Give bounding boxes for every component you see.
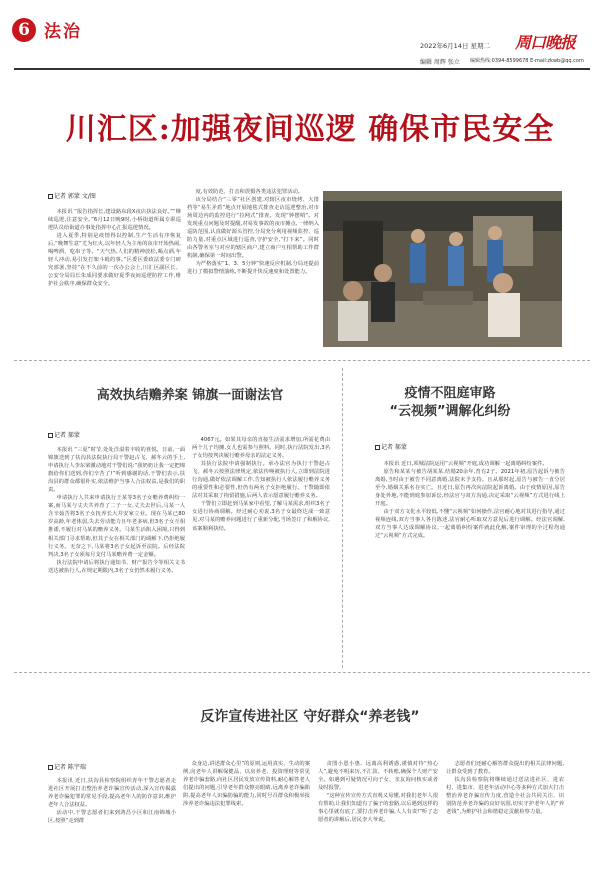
byline [375,444,407,452]
byline [48,193,96,201]
page-header [0,0,600,66]
story-headline: 疫情不阻庭审路 [404,386,496,401]
paragraph: 干警们立即赶到马某家中看望,了解马某需求,组织3名子女进行协商调解。经过耐心劝说,3名子女最终达成一致意见,对马某的赡养问题进行了重新分配,当场签订了和解协议,该案顺利执结。 [192,501,330,532]
paragraph: 扶沟县检察院将继续通过送法进社区、进农村、进集市、进老年活动中心等多种方式加大打击整治养老诈骗宣传力度,营造全社会共同关注、识别防范养老诈骗的良好氛围,切实守护老年人的“养老钱”,为维护社会和谐稳定贡献检察力量。 [446,777,564,816]
paragraph: 志愿者们还耐心解答群众提出的相关法律问题,让群众受到了教育。 [446,761,564,776]
paragraph: 度,有效防范、打击和震慑各类违法犯罪活动。 [195,189,304,195]
byline-marker-icon [48,433,53,438]
byline-text: 记者 郭蒙 文/图 [54,193,96,200]
byline-text: 记者 郝蒙 [54,432,80,439]
article-column [318,760,438,870]
page-number: 6 [18,20,30,40]
main-headline: 川汇区:加强夜间巡逻 确保市民安全 [65,112,555,147]
paragraph: 本报讯 “三夏”时节,处处洋溢着丰收的喜悦。日前,一面锦旗送到了扶沟县法院执行局干警赵占飞、郝冬云的手上,申请执行人李东梁激动地对干警们说:“我奶奶让我一定把锦旗给你们送到,你们辛苦了!”听到感谢的话,干警们表示,扶沟县的群众都很朴实,依法维护当事人合法权益,是我们的职责。 [48,447,185,494]
article-column [48,446,185,664]
article-column [187,188,319,352]
byline-marker-icon [48,765,53,770]
article-column [192,436,330,664]
byline-text: 记者 陈宇瑞 [54,764,86,771]
paragraph: 贪图小恩小惠、远离高利诱惑,谨慎对待“热心人”,避免不明来历,不汇款、不转账,确保个人财产安全。如遇到可疑情况可向子女、亲友询问核实或者及时报警。 [318,761,438,792]
paragraph: 众身边,讲述群众心里”的原则,运用真实、生动的案例,向老年人讲解保健品、以房养老、投资理财等常见养老诈骗套路,向社区居民发放宣传资料,耐心解答老人们提出的问题,引导老年群众擦亮眼睛,远离养老诈骗陷阱,提高老年人识骗防骗的能力,同时号召群众积极举报涉养老诈骗违法犯罪线索。 [183,761,310,808]
paragraph: 进入夏季,特别是疫情得以控制,生产生活有序恢复后,“晚舞生意”尤为红火,以年轻人为主角的夜市开始热闹,喝啤酒、吃串子等。“天气热,人们的精神放松,喝点酒,年轻人冲动,易引发打架斗殴的事。”区委区委政法委专门研究部署,坚持“在不久前的一次办公会上,川汇区副区长、公安分局局长朱成同要求做好夏季夜间巡逻防控工作,维护社会秩序,确保群众安全。 [48,233,181,288]
contact-line: 编辑热线:0394-8599678 E-mail:zkwb@qq.com [470,58,584,64]
paragraph: 由于双方文化水平较低,不懂“云视频”如何操作,法官耐心地对其进行指导,通过视频连线,双方当事人各自陈述,法官耐心听取双方意见后进行调解。经法官调解,双方当事人达成调解协议,一起离婚纠纷案件就此化解,案件审理的全过程均通过“云视频”方式完成。 [375,509,565,540]
paragraph: 为严格落实“1、3、5分钟”快速反应机制,分局还提前进行了模拟警情演练,不断提升快反速度和处置能力。 [187,261,319,276]
paragraph: 其执行法院申请强制执行。承办法官为执行干警赵占飞、郝冬云按照法律规定,依法传唤被执行人,立即到法院进行沟通,做好依法调解工作,告知被执行人依法履行赡养义务的重要性和必要性,但仍有两名子女拒绝履行。干警随即依法对其采取了拘留措施,后两人表示愿意履行赡养义务。 [192,461,330,500]
paragraph: 4067元。如果其母亲的直接生活需求增加,所需花费由两个儿子均摊,女儿也需参与照料。同时,执行法院发出,3名子女均按判决履行赡养母亲的法定义务。 [192,437,330,460]
story-headline: 反诈宣传进社区 守好群众“养老钱” [200,709,420,725]
byline-text: 记者 郝蒙 [381,444,407,451]
paragraph: “这种宣传宣传方式直观又易懂,对我们老年人很有帮助,让我们知道有了骗子的套路,以后遇到这样的事心里就有底了,要打击养老诈骗,人人有责!”听了志愿者的讲解后,居民李大爷说。 [318,793,438,824]
byline-marker-icon [48,194,53,199]
photo-illustration [323,191,562,347]
paragraph: 本报讯 “报告指挥长,建设路东段X夜店执法良好。”“继续巡逻,注意安全。”6月12日晚9时,小桥街道所属专职巡逻队员给街道办事处指挥中心汇报巡逻情况。 [48,209,181,232]
paragraph: 活动中,干警志愿者们来到鸿昌小区和江南锦城小区,按照“走到群 [48,810,176,825]
byline-marker-icon [375,445,380,450]
article-column [48,777,176,869]
paragraph: 执行法院申请后将执行通知书、财产报告令等相关文书送达被执行人,在规定期限内,3名子女仍然未履行义务。 [48,559,185,574]
story-headline: 高效执结赡养案 锦旗一面谢法官 [96,388,284,403]
paragraph: 原告和某某与被告胡某某,结婚20余年,育有2子。2021年初,原告起诉与被告离婚,当时由于被告不同意离婚,法院未予支持。且从那时起,原告与被告一直分居至今,婚姻关系名存实亡。且近日,原告再次向法院起诉离婚。由于疫情原因,原告身处外地,不能到庭参加诉讼,经法官与双方沟通,决定采取“云视频”方式进行线上开庭。 [375,469,565,508]
section-name: 法治 [44,22,82,42]
news-photo [323,191,562,347]
header-rule [14,68,590,70]
byline [48,432,80,440]
newspaper-logo: 周口晚报 [515,33,576,52]
article-column [446,760,564,870]
article-column [48,208,181,348]
paragraph: 本报讯 近日,扶沟县检察院组织青年干警志愿者走进社区开展打击整治养老诈骗宣传活动,深入宣传揭露养老诈骗犯罪的常见手段,提高老年人的防诈意识,维护老年人合法权益。 [48,778,176,809]
article-column [375,460,565,660]
paragraph: 该分局结合“三零”社区创建,对辖区夜市烧烤、大排档等“易生矛盾”地点开展地毯式排查走访巡逻整治,对市场周边内的监控进行“拉网式”排查。发现“钟摆哨”。对发现重点问题及时提醒,对易发事故的夜市摊点,一律纳入巡防范围,认真做好源头管控,分局充分利用视频监控、巡防力量,对重点区域进行巡查,守护安全,“打下来”。同时由各警务室与对应的辖区商户,建立商户互相帮助工作群机制,确保第一时间出警。 [187,197,319,260]
paragraph: 本报讯 近日,项城法院运用“云视频”开庭,成功调解一起离婚纠纷案件。 [383,461,548,467]
editor-credit: 编辑 周辉 张立 [420,59,460,66]
paragraph: 申请执行人共来申请执行王某等3名子女赡养费纠纷一案,而马某与丈夫共养育了二子一女,丈夫去世后,马某一人含辛茹苦将3名子女抚养长大并安家立业。现在马某已80岁高龄,年老体弱,失去劳动能力且年老多病,但3名子女互相推诿,不履行对马某的赡养义务。马某生活陷入困境,只得到相关部门寻求帮助,但其子女在相关部门的调解下,仍拒绝履行义务。无奈之下,马某将3名子女起诉至法院。后经法院判决,3名子女须每月支付马某赡养费一定金额。 [48,495,185,558]
byline [48,764,86,772]
story-headline-line2: “云视频”调解化纠纷 [389,404,511,419]
article-column [183,760,310,870]
issue-date: 2022年6月14日 星期二 [420,42,491,50]
